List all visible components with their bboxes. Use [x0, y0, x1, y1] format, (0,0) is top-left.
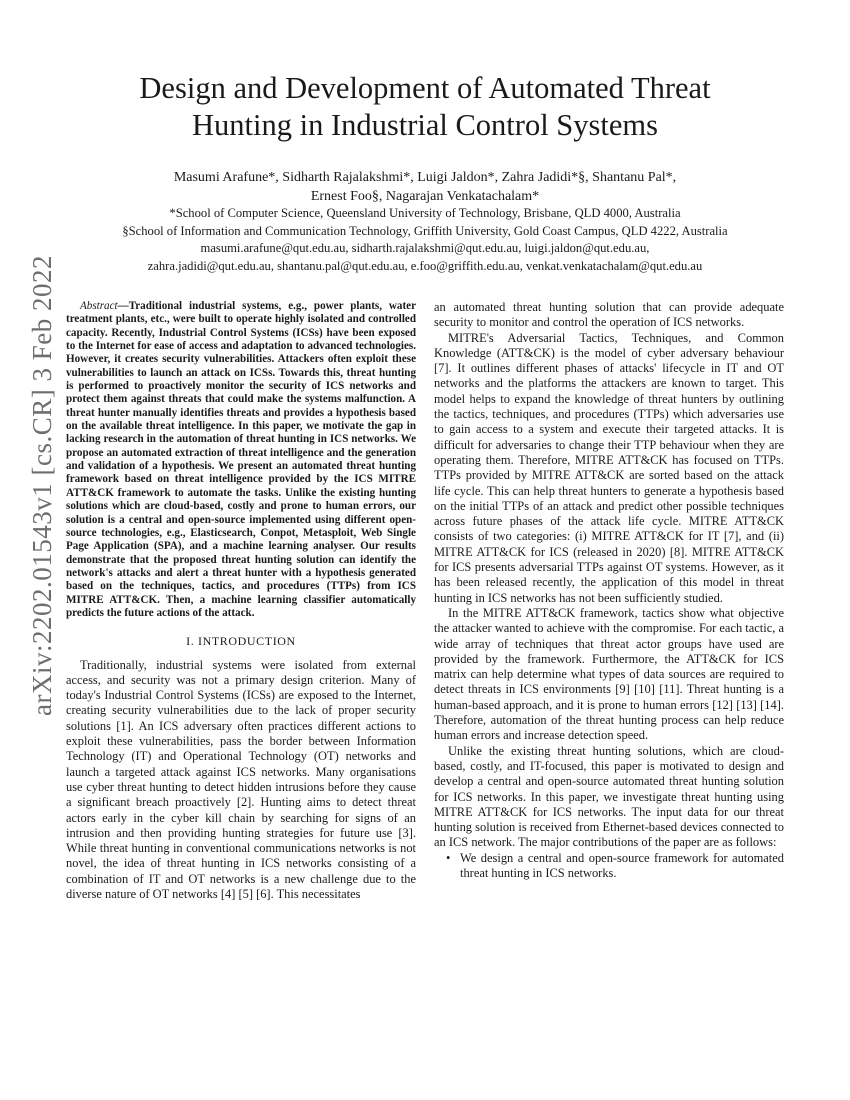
authors-line-1: Masumi Arafune*, Sidharth Rajalakshmi*, Luigi Jaldon*, Zahra Jadidi*§, Shantanu Pal*, [173, 170, 677, 185]
abstract-body: —Traditional industrial systems, e.g., power plants, water treatment plants, etc., were built to operate highly isolated and controlled capacity. Recently, Industrial Control Systems (ICSs) have been exposed to the Internet for ease of access and adaptation to advanced technologies. However, it creates security vulnerabilities. Attackers often exploit these vulnerabilities to launch an attack on ICSs. Towards this, threat hunting is performed to proactively monitor the security of ICS networks and protect them against threats that could make the systems malfunction. A threat hunter manually identifies threats and provides a hypothesis based on the available threat intelligence. In this paper, we motivate the gap in lacking research in the automation of threat hunting in ICS networks. We propose an automated extraction of threat intelligence and the generation and validation of a hypothesis. We present an automated threat hunting framework based on threat intelligence provided by the ICS MITRE ATT&CK framework to automate the tasks. Unlike the existing hunting solutions which are cloud-based, costly and prone to human errors, our solution is a central and open-source implemented using different open-source technologies, e.g., Elasticsearch, Conpot, Metasploit, Web Single Page Application (SPA), and a machine learning analyser. Our results demonstrate that the proposed threat hunting solution can identify the network's attacks and alert a threat hunter with a hypothesis generated based on the techniques, tactics, and procedures (TTPs) from ICS MITRE ATT&CK. Then, a machine learning classifier automatically predicts the future actions of the attack. [66, 300, 416, 619]
title-line-1: Design and Development of Automated Threat [139, 71, 711, 105]
arxiv-stamp-text: arXiv:2202.01543v1 [cs.CR] 3 Feb 2022 [26, 254, 57, 716]
intro-paragraph-continued: an automated threat hunting solution that can provide adequate security to monitor and control the operation of ICS networks. [434, 300, 784, 330]
abstract-lead: Abstract [80, 300, 118, 312]
emails-line-1: masumi.arafune@qut.edu.au, sidharth.rajalakshmi@qut.edu.au, luigi.jaldon@qut.edu.au, [200, 241, 650, 255]
contributions-list [434, 851, 784, 882]
intro-paragraph-contributions: Unlike the existing threat hunting solutions, which are cloud-based, costly, and IT-focused, this paper is motivated to design and develop a central and open-source automated threat hunting solution for ICS networks. In this paper, we investigate threat hunting using MITRE ATT&CK for ICS networks. The input data for our threat hunting solution is received from Ethernet-based devices connected to an ICS network. The major contributions of the paper are as follows: [434, 743, 784, 850]
contribution-item: • We design a central and open-source framework for automated threat hunting in ICS networks. [460, 851, 784, 882]
arxiv-stamp [22, 254, 62, 716]
left-column [66, 300, 416, 902]
author-list [80, 168, 770, 206]
section-heading-introduction: I. INTRODUCTION [186, 634, 296, 649]
abstract [66, 300, 416, 620]
title-line-2: Hunting in Industrial Control Systems [192, 108, 658, 142]
intro-paragraph-mitre: MITRE's Adversarial Tactics, Techniques, and Common Knowledge (ATT&CK) is the model of cyber adversary behaviour [7]. It outlines different phases of attacks' lifecycle in IT and OT networks and the platforms the attackers are known to target. This model helps to expand the knowledge of threat hunters by outlining the tactics, techniques, and procedures (TTPs) which adversaries use to gain access to a system and execute their targeted attacks. It is difficult for adversaries to change their TTP behaviour when they are operating them. Therefore, MITRE ATT&CK has focused on TTPs. TTPs provided by MITRE ATT&CK are sorted based on the attack life cycle. This can help threat hunters to generate a hypothesis based on the initial TTPs of an attack and predict other possible techniques across future phases of the attack life cycle. MITRE ATT&CK consists of two categories: (i) MITRE ATT&CK for IT [7], and (ii) MITRE ATT&CK for ICS (released in 2020) [8]. MITRE ATT&CK for ICS presents adversarial TTPs against OT systems. However, as it has been released recently, the application of this model in threat hunting in ICS networks has not been sufficiently studied. [434, 330, 784, 605]
affiliation-qut: *School of Computer Science, Queensland University of Technology, Brisbane, QLD 4000, Australia [169, 206, 681, 220]
paper-title [90, 70, 760, 144]
affiliation-griffith: §School of Information and Communication Technology, Griffith University, Gold Coast Campus, QLD 4222, Australia [122, 223, 728, 238]
authors-line-2: Ernest Foo§, Nagarajan Venkatachalam* [310, 189, 540, 204]
right-column [434, 300, 784, 881]
intro-paragraph-tactics: In the MITRE ATT&CK framework, tactics show what objective the attacker wanted to achieve with the compromise. For each tactic, a wide array of techniques that threat actor groups have used are provided by the framework. Furthermore, the ATT&CK for ICS matrix can help determine what types of data sources are required to detect threats in ICS environments [9] [10] [11]. Threat hunting is a human-based approach, and it is prone to human errors [12] [13] [14]. Therefore, automation of the threat hunting process can help reduce human errors and increase detection speed. [434, 605, 784, 743]
emails-line-2: zahra.jadidi@qut.edu.au, shantanu.pal@qut.edu.au, e.foo@griffith.edu.au, venkat.venkatachalam@qut.edu.au [147, 258, 703, 273]
intro-paragraph-1: Traditionally, industrial systems were isolated from external access, and security was not a primary design criterion. Many of today's Industrial Control Systems (ICSs) are exposed to the Internet, creating security vulnerabilities due to the lack of proper security solutions [1]. An ICS adversary often practices different actions to exploit these vulnerabilities, pass the border between Information Technology (IT) and Operational Technology (OT) networks and launch a targeted attack against ICS networks. Many organisations use cyber threat hunting to detect hidden intrusions before they cause a significant breach proactively [2]. Hunting aims to detect threat actors early in the cyber kill chain by searching for signs of an intrusion and then providing hunting strategies for future use [3]. While threat hunting in conventional communications networks is not novel, the idea of threat hunting in ICS networks consisting of a combination of IT and OT networks is a new challenge due to the diverse nature of OT networks [4] [5] [6]. This necessitates [66, 657, 416, 901]
affiliations [50, 205, 800, 275]
